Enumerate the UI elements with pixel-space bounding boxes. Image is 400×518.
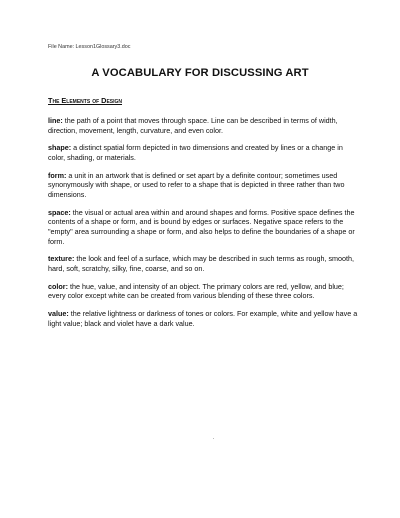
glossary-entry-line bbox=[48, 116, 360, 135]
glossary-term: shape: bbox=[48, 143, 72, 153]
scan-speck bbox=[213, 438, 214, 439]
glossary-definition: the look and feel of a surface, which may be described in such terms as rough, smooth, hard, soft, scratchy, silky, fine, coarse, and so on. bbox=[48, 254, 355, 273]
glossary-entry-space bbox=[48, 208, 360, 246]
glossary-entry-value bbox=[48, 309, 360, 328]
glossary-definition: the relative lightness or darkness of tones or colors. For example, white and yellow have a light value; black and violet have a dark value. bbox=[48, 309, 358, 328]
glossary-term: value: bbox=[48, 309, 69, 319]
file-name-label: File Name: Lesson1Glossary3.doc bbox=[48, 44, 131, 50]
glossary-definition: a distinct spatial form depicted in two dimensions and created by lines or a change in color, shading, or materials. bbox=[48, 143, 343, 162]
glossary-term: line: bbox=[48, 116, 63, 125]
glossary-list bbox=[48, 116, 360, 336]
section-heading: The Elements of Design bbox=[48, 96, 123, 105]
glossary-term: color: bbox=[48, 281, 68, 291]
page-title: A VOCABULARY FOR DISCUSSING ART bbox=[91, 67, 309, 79]
glossary-term: texture: bbox=[48, 254, 75, 264]
glossary-entry-texture bbox=[48, 254, 360, 273]
glossary-definition: a unit in an artwork that is defined or set apart by a definite contour; sometimes used synonymously with shape, or used to refer to a shape that is depicted in three rather than two dimensions. bbox=[48, 170, 345, 199]
glossary-entry-color bbox=[48, 282, 360, 301]
glossary-entry-shape bbox=[48, 143, 360, 162]
glossary-definition: the hue, value, and intensity of an object. The primary colors are red, yellow, and blue; every color except white can be created from various blending of these three colors. bbox=[48, 281, 344, 301]
glossary-definition: the visual or actual area within and around shapes and forms. Positive space defines the contents of a shape or form, and is bound by edges or surfaces. Negative space refers to the "empty" area surrounding a shape or form, and also helps to define the boundaries of a shape or form. bbox=[48, 207, 355, 246]
glossary-term: space: bbox=[48, 207, 71, 217]
glossary-entry-form bbox=[48, 171, 360, 200]
glossary-term: form: bbox=[48, 170, 67, 180]
glossary-definition: the path of a point that moves through space. Line can be described in terms of width, direction, movement, length, curvature, and even color. bbox=[48, 116, 338, 135]
